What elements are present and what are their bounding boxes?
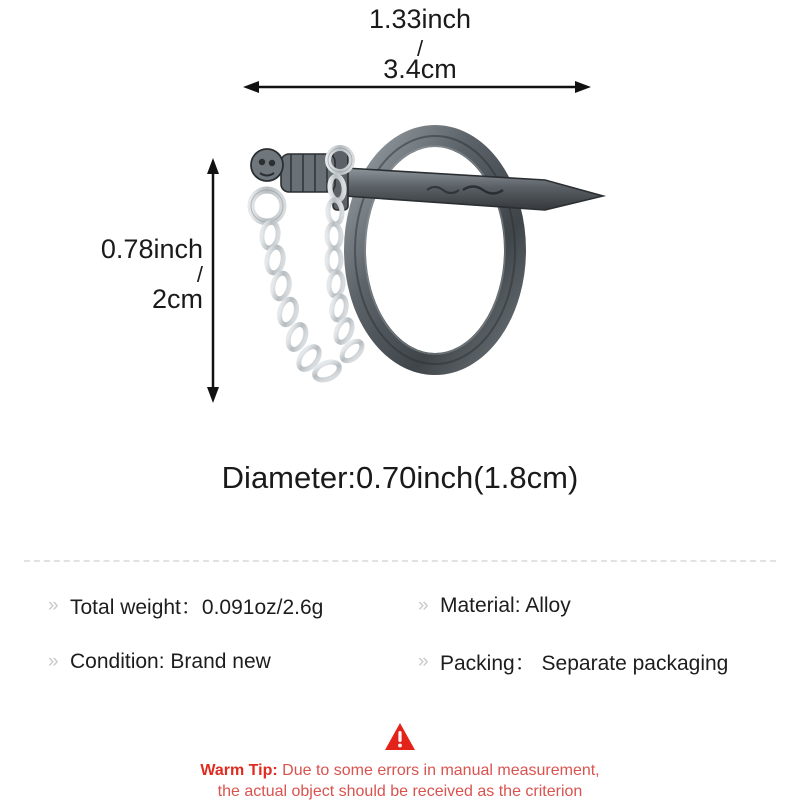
left-dimension-cm: 2cm — [151, 284, 203, 314]
bullet-chevron-icon: » — [48, 595, 57, 616]
bullet-chevron-icon: » — [418, 595, 427, 616]
specs-grid — [0, 578, 800, 690]
warm-tip-line-1 — [0, 760, 800, 781]
spec-material — [418, 578, 800, 634]
warm-tip-label: Warm Tip: — [200, 762, 278, 779]
spec-packing-label: Packing： Separate packaging — [440, 652, 729, 675]
spec-total-weight-label: Total weight：0.091oz/2.6g — [70, 596, 324, 619]
top-dimension-inch: 1.33inch — [368, 4, 472, 34]
spec-total-weight — [48, 578, 418, 634]
left-dimension-inch: 0.78inch — [100, 234, 203, 264]
spec-condition — [48, 634, 418, 690]
top-dimension-separator: / — [416, 36, 424, 61]
warm-tip-text-2: the actual object should be received as the criterion — [217, 783, 583, 800]
sword-ornament — [251, 148, 603, 210]
spec-material-label: Material: Alloy — [440, 594, 571, 617]
left-dimension-separator: / — [196, 262, 203, 287]
horizontal-dimension-arrow-icon — [243, 80, 591, 94]
spec-packing — [418, 634, 800, 690]
spec-condition-label: Condition: Brand new — [70, 650, 271, 673]
bullet-chevron-icon: » — [48, 651, 57, 672]
warm-tip — [0, 760, 800, 802]
product-image-ring — [215, 110, 635, 430]
warm-tip-text-1: Due to some errors in manual measurement, — [282, 762, 600, 779]
diameter-caption: Diameter:0.70inch(1.8cm) — [221, 460, 579, 495]
top-dimension-cm: 3.4cm — [383, 54, 457, 84]
section-divider — [24, 560, 776, 562]
warning-triangle-icon — [384, 722, 416, 752]
bullet-chevron-icon: » — [418, 651, 427, 672]
